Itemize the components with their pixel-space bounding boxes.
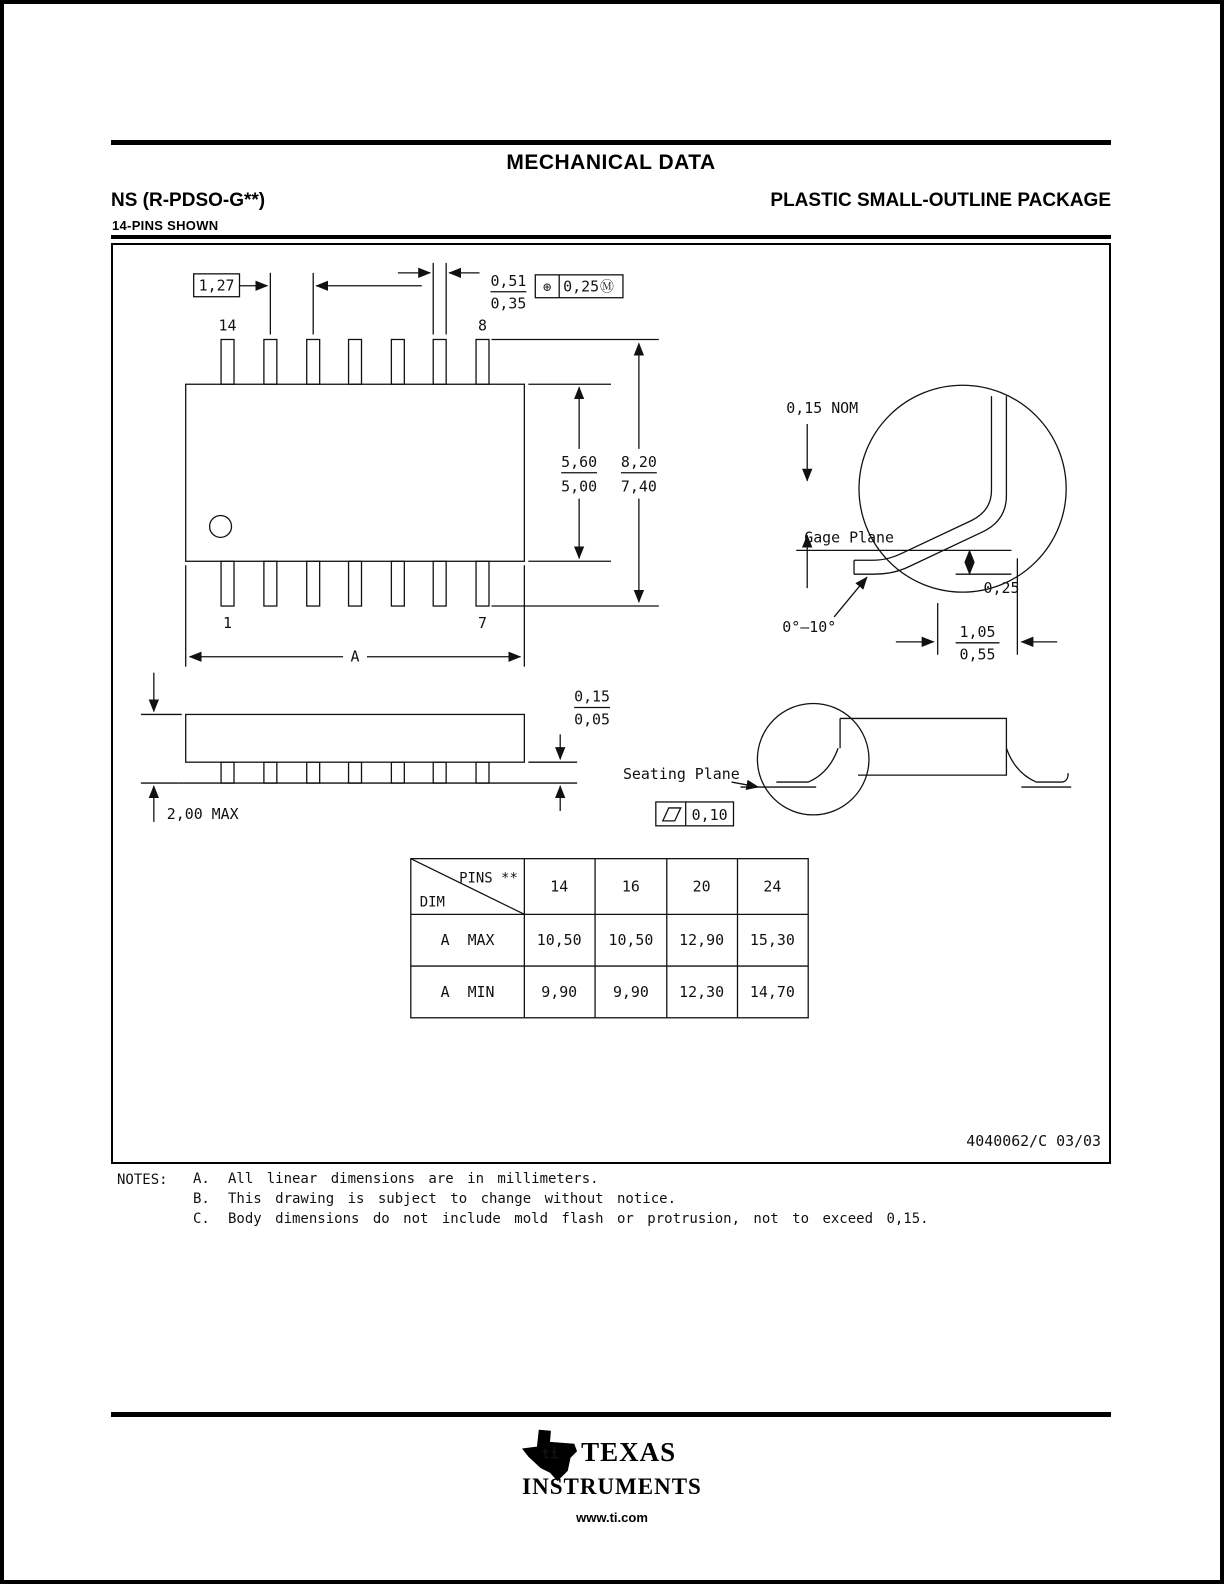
foot-length-min: 0,55	[959, 645, 996, 664]
drawing-frame	[111, 243, 1111, 1164]
package-type: PLASTIC SMALL-OUTLINE PACKAGE	[770, 190, 1111, 211]
table-col-header: 24	[763, 877, 782, 896]
table-corner-dim: DIM	[419, 894, 445, 911]
note-key: A.	[193, 1171, 210, 1187]
table-cell: 9,90	[612, 982, 649, 1001]
position-tolerance: 0,25	[563, 277, 600, 296]
pin-number-bottom-right: 7	[478, 613, 488, 632]
gage-offset: 0,25	[983, 579, 1020, 598]
flatness-symbol-icon	[663, 808, 681, 821]
lead-detail-view	[782, 385, 1066, 664]
table-cell: 10,50	[536, 931, 582, 950]
table-cell: 15,30	[749, 931, 795, 950]
website-url[interactable]: www.ti.com	[576, 1510, 648, 1525]
mechanical-drawing-svg	[113, 245, 1109, 1162]
note-row	[193, 1211, 929, 1227]
pin-number-top-right: 8	[478, 316, 488, 335]
page-title: MECHANICAL DATA	[506, 151, 716, 174]
position-symbol-icon: ⊕	[543, 279, 552, 296]
table-cell: 12,90	[679, 931, 725, 950]
table-cell: 12,30	[679, 982, 725, 1001]
flatness-tolerance-frame	[656, 802, 734, 826]
table-cell: 10,50	[608, 931, 654, 950]
span-min: 7,40	[620, 477, 657, 496]
table-col-header: 16	[621, 877, 640, 896]
detail-circle	[859, 385, 1066, 592]
notes-label: NOTES:	[117, 1172, 168, 1188]
flatness-tolerance: 0,10	[691, 805, 728, 824]
table-col-header: 20	[692, 877, 711, 896]
lead-angle: 0°–10°	[782, 617, 837, 636]
gage-plane-label: Gage Plane	[804, 528, 895, 547]
brand-instruments: INSTRUMENTS	[522, 1474, 702, 1499]
material-modifier-icon: Ⓜ	[600, 279, 614, 296]
lead-width-min: 0,35	[490, 294, 527, 313]
length-dimension-label: A	[350, 647, 360, 666]
doc-number: 4040062/C 03/03	[966, 1132, 1102, 1151]
table-col-header: 14	[550, 877, 569, 896]
package-body-side-view	[186, 714, 525, 762]
side-view	[141, 673, 610, 823]
svg-text:ti: ti	[541, 1446, 559, 1463]
lead-width-max: 0,51	[490, 271, 527, 290]
body-width-min: 5,00	[561, 477, 598, 496]
seating-plane-detail	[623, 704, 1071, 826]
sub-rule	[111, 235, 1111, 239]
note-text: All linear dimensions are in millimeters.	[228, 1171, 599, 1187]
footer	[4, 1428, 1220, 1525]
standoff-min: 0,05	[574, 710, 611, 729]
pin-1-indicator	[210, 516, 232, 538]
top-view	[186, 263, 659, 667]
pins-shown-label: 14-PINS SHOWN	[112, 218, 219, 233]
package-height-max: 2,00 MAX	[166, 804, 239, 823]
note-text: This drawing is subject to change without notice.	[228, 1191, 677, 1207]
position-tolerance-frame	[535, 275, 623, 298]
lead-thickness-nom: 0,15 NOM	[786, 399, 859, 418]
subheader	[111, 190, 1111, 212]
pin-number-top-left: 14	[218, 316, 237, 335]
note-key: C.	[193, 1211, 210, 1227]
standoff-max: 0,15	[574, 687, 611, 706]
package-body-top-view	[186, 384, 525, 561]
brand-texas: TEXAS	[581, 1437, 677, 1467]
top-rule	[111, 140, 1111, 145]
note-text: Body dimensions do not include mold flash or protrusion, not to exceed 0,15.	[228, 1211, 929, 1227]
table-corner-pins: PINS **	[459, 870, 518, 887]
dimension-table	[411, 859, 808, 1018]
note-key: B.	[193, 1191, 210, 1207]
span-max: 8,20	[620, 452, 657, 471]
note-row	[193, 1191, 929, 1207]
pitch-dimension: 1,27	[198, 276, 235, 295]
table-cell: 9,90	[541, 982, 578, 1001]
table-cell: 14,70	[749, 982, 795, 1001]
ti-logo	[522, 1428, 702, 1500]
pin-number-bottom-left: 1	[223, 613, 233, 632]
bottom-rule	[111, 1412, 1111, 1417]
note-row	[193, 1171, 929, 1187]
seating-plane-label: Seating Plane	[622, 765, 740, 784]
notes-section	[117, 1171, 929, 1231]
table-row-label: A MAX	[440, 931, 495, 950]
package-code: NS (R-PDSO-G**)	[111, 190, 266, 211]
table-row-label: A MIN	[440, 982, 495, 1001]
body-width-max: 5,60	[561, 452, 598, 471]
foot-length-max: 1,05	[959, 622, 996, 641]
seating-detail-circle	[757, 704, 869, 815]
